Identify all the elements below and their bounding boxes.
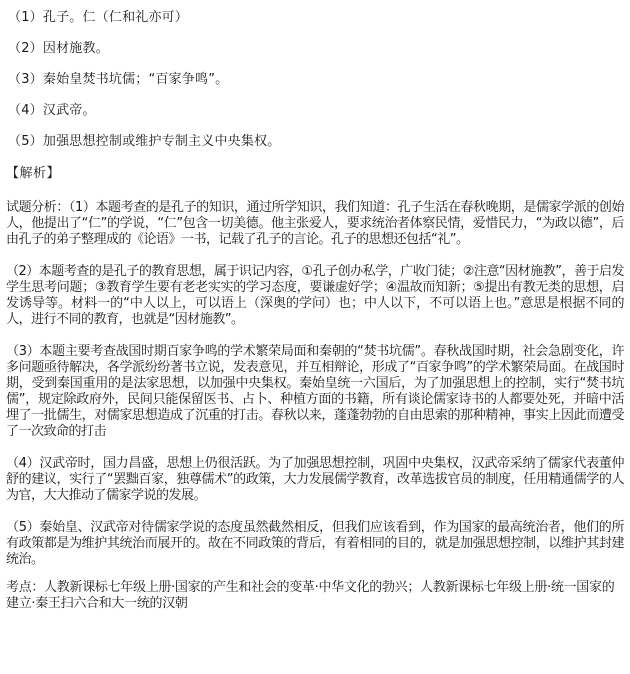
answer-document <box>6 10 624 612</box>
answer-3: （3）秦始皇焚书坑儒；“百家争鸣”。 <box>8 72 229 87</box>
analysis-paragraph-5: （5）秦始皇、汉武帝对待儒家学说的态度虽然截然相反，但我们应该看到，作为国家的最高统治者，他们的所有政策都是为维护其统治而展开的。故在不同政策的背后，有着相同的目的，就是加强思想控制，以维护其封建统治。 <box>6 520 624 567</box>
answer-4: （4）汉武帝。 <box>8 103 96 118</box>
analysis-paragraph-3: （3）本题主要考查战国时期百家争鸣的学术繁荣局面和秦朝的“焚书坑儒”。春秋战国时期，社会急剧变化，许多问题亟待解决，各学派纷纷著书立说，发表意见，并互相辩论，形成了“百家争鸣”的学术繁荣局面。在战国时期，受到秦国重用的是法家思想，以加强中央集权。秦始皇统一六国后，为了加强思想上的控制，实行“焚书坑儒”，规定除政府外，民间只能保留医书、占卜、种植方面的书籍，所有谈论儒家诗书的人都要处死，并暗中活埋了一批儒生，对儒家思想造成了沉重的打击。春秋以来，蓬蓬勃勃的自由思索的那种精神，事实上因此而遭受了一次致命的打击 <box>6 344 624 439</box>
analysis-heading: 【解析】 <box>6 166 61 181</box>
answer-2: （2）因材施教。 <box>8 41 109 56</box>
analysis-paragraph-1: 试题分析：（1）本题考查的是孔子的知识，通过所学知识，我们知道：孔子生活在春秋晚期，是儒家学派的创始人，他提出了“仁”的学说，“仁”包含一切美德。他主张爱人，要求统治者体察民情，爱惜民力，“为政以德”，后由孔子的弟子整理成的《论语》一书，记载了孔子的言论。孔子的思想还包括“礼”。 <box>6 200 624 247</box>
kaodian-note: 考点：人教新课标七年级上册·国家的产生和社会的变革·中华文化的勃兴；人教新课标七年级上册·统一国家的建立·秦王扫六合和大一统的汉朝 <box>6 580 615 611</box>
answer-5: （5）加强思想控制或维护专制主义中央集权。 <box>8 134 281 149</box>
analysis-paragraph-2: （2）本题考查的是孔子的教育思想，属于识记内容，①孔子创办私学，广收门徒；②注意“因材施教”，善于启发学生思考问题；③教育学生要有老老实实的学习态度，要谦虚好学；④温故而知新；⑤提出有教无类的思想，启发诱导等。材料一的“中人以上，可以语上（深奥的学问）也；中人以下，不可以语上也。”意思是根据不同的人，进行不同的教育，也就是“因材施教”。 <box>6 264 624 327</box>
analysis-paragraph-4: （4）汉武帝时，国力昌盛，思想上仍很活跃。为了加强思想控制，巩固中央集权，汉武帝采纳了儒家代表董仲舒的建议，实行了“罢黜百家，独尊儒术”的政策，大力发展儒学教育，改革选拔官员的制度，任用精通儒学的人为官，大大推动了儒家学说的发展。 <box>6 456 624 503</box>
answer-1: （1）孔子。仁（仁和礼亦可） <box>8 10 189 25</box>
